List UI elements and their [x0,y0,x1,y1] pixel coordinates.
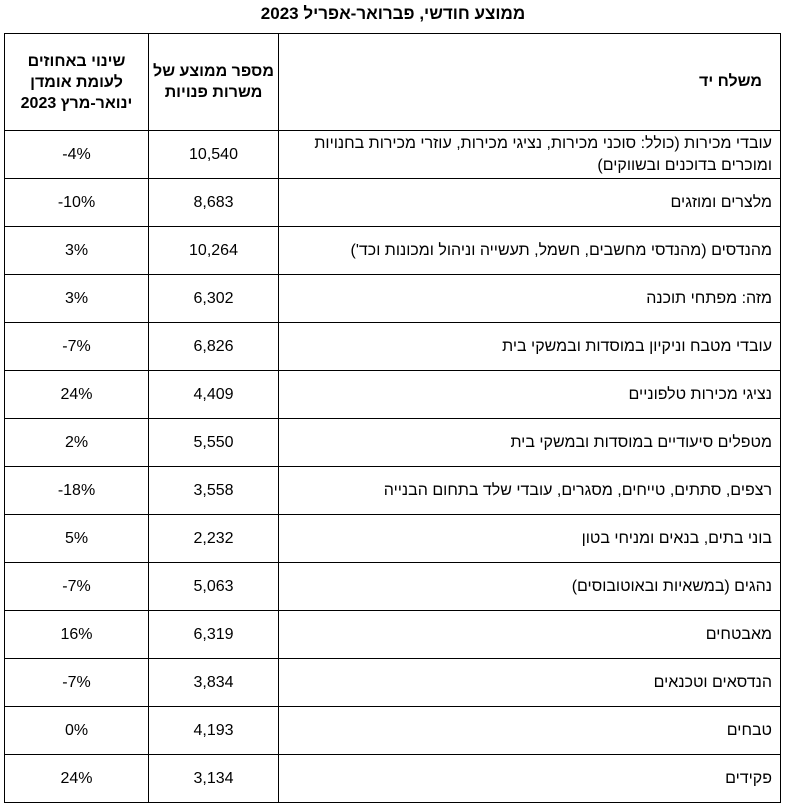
cell-job: מהנדסים (מהנדסי מחשבים, חשמל, תעשייה וניהול ומכונות וכד') [279,227,781,275]
cell-count: 4,409 [149,371,279,419]
cell-count: 3,558 [149,467,279,515]
table-row [5,755,781,803]
cell-count: 5,063 [149,563,279,611]
table-row [5,227,781,275]
table-row [5,611,781,659]
cell-job: מזה: מפתחי תוכנה [279,275,781,323]
cell-change: 24% [5,755,149,803]
cell-change: 0% [5,707,149,755]
cell-job: נציגי מכירות טלפוניים [279,371,781,419]
cell-count: 4,193 [149,707,279,755]
cell-count: 6,302 [149,275,279,323]
table-row [5,467,781,515]
cell-job: עובדי מטבח וניקיון במוסדות ובמשקי בית [279,323,781,371]
cell-job: טבחים [279,707,781,755]
cell-count: 10,540 [149,131,279,179]
cell-change: 24% [5,371,149,419]
cell-count: 3,134 [149,755,279,803]
header-change: שינוי באחוזים לעומת אומדן ינואר-מרץ 2023 [5,34,149,131]
table-row [5,659,781,707]
header-count: מספר ממוצע של משרות פנויות [149,34,279,131]
cell-count: 3,834 [149,659,279,707]
cell-job: הנדסאים וטכנאים [279,659,781,707]
cell-job: נהגים (במשאיות ובאוטובוסים) [279,563,781,611]
table-row [5,563,781,611]
header-job: משלח יד [279,34,781,131]
cell-change: 3% [5,275,149,323]
cell-job: מטפלים סיעודיים במוסדות ובמשקי בית [279,419,781,467]
cell-count: 5,550 [149,419,279,467]
cell-change: -7% [5,563,149,611]
cell-change: -7% [5,323,149,371]
table-row [5,515,781,563]
table-row [5,371,781,419]
cell-job: עובדי מכירות (כולל: סוכני מכירות, נציגי מכירות, עוזרי מכירות בחנויות ומוכרים בדוכנים ובשווקים) [279,131,781,179]
document-title: ממוצע חודשי, פברואר-אפריל 2023 [260,4,526,23]
vacancies-table [4,33,781,803]
cell-change: 5% [5,515,149,563]
table-row [5,323,781,371]
cell-count: 8,683 [149,179,279,227]
cell-change: -7% [5,659,149,707]
table-row [5,179,781,227]
cell-change: 16% [5,611,149,659]
cell-job: רצפים, סתתים, טייחים, מסגרים, עובדי שלד בתחום הבנייה [279,467,781,515]
cell-job: מאבטחים [279,611,781,659]
cell-change: -18% [5,467,149,515]
cell-count: 6,826 [149,323,279,371]
table-row [5,275,781,323]
table-header-row [5,34,781,131]
cell-change: 3% [5,227,149,275]
cell-job: פקידים [279,755,781,803]
cell-count: 10,264 [149,227,279,275]
table-row [5,131,781,179]
cell-change: -4% [5,131,149,179]
cell-job: בוני בתים, בנאים ומניחי בטון [279,515,781,563]
cell-count: 6,319 [149,611,279,659]
cell-job: מלצרים ומוזגים [279,179,781,227]
cell-change: -10% [5,179,149,227]
cell-change: 2% [5,419,149,467]
table-row [5,707,781,755]
cell-count: 2,232 [149,515,279,563]
table-row [5,419,781,467]
